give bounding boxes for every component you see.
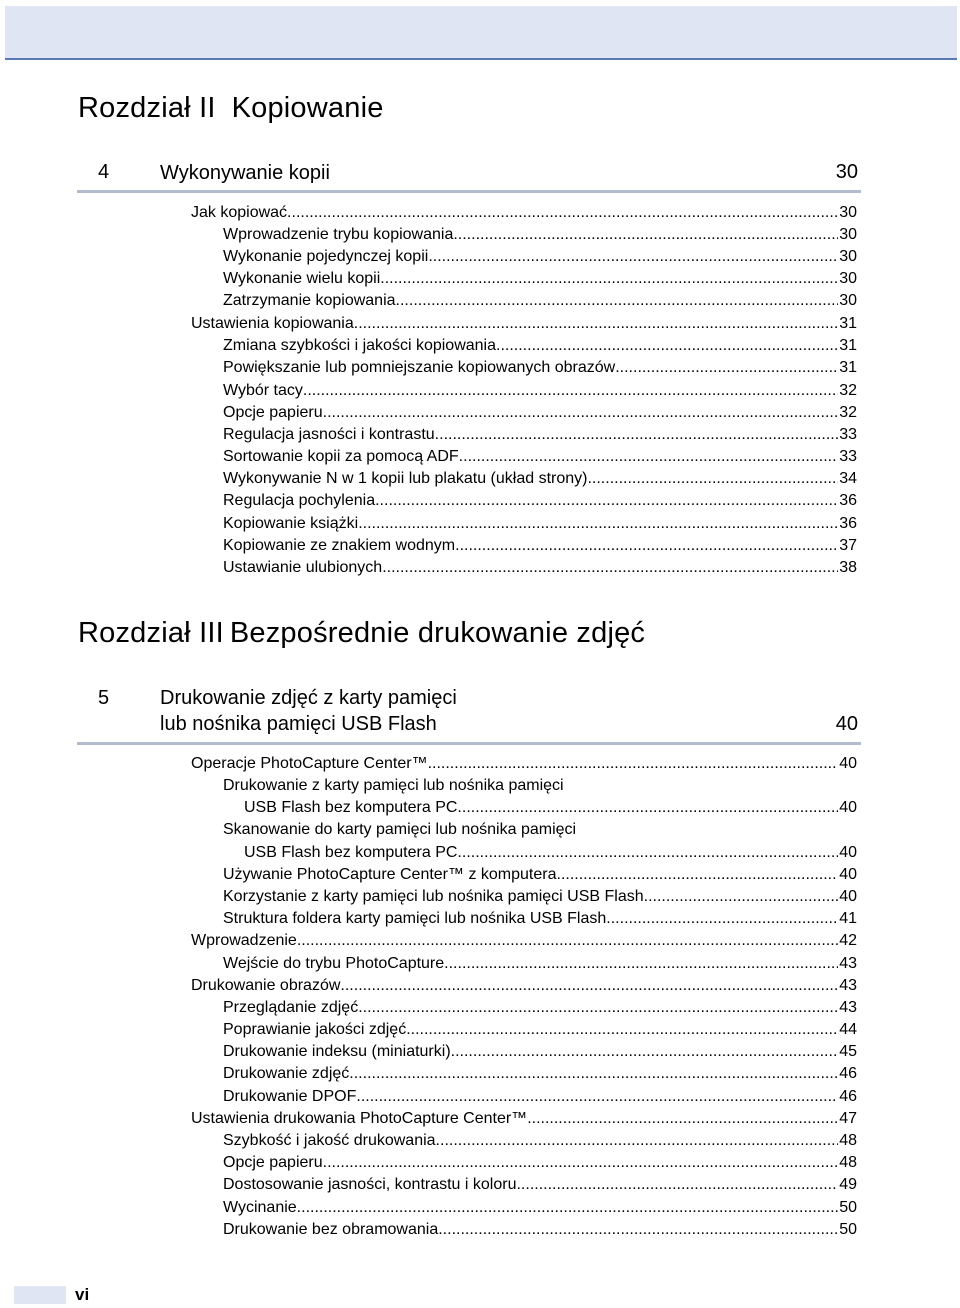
dot-leader bbox=[354, 313, 838, 335]
dot-leader bbox=[459, 446, 839, 468]
entry-title: Drukowanie zdjęć bbox=[223, 1065, 350, 1082]
entry-title: Regulacja pochylenia bbox=[223, 492, 376, 509]
toc-entry-powiekszanie[interactable] bbox=[223, 357, 857, 379]
toc-entry-photocapture-center[interactable] bbox=[191, 753, 857, 775]
entry-title: Zmiana szybkości i jakości kopiowania bbox=[223, 337, 496, 354]
toc-entry-drukowanie-bez-pc[interactable] bbox=[244, 797, 857, 819]
toc-entry-zatrzymanie[interactable] bbox=[223, 290, 857, 312]
dot-leader bbox=[375, 490, 838, 512]
dot-leader bbox=[496, 335, 838, 357]
entry-page: 30 bbox=[839, 292, 857, 309]
part-label: Rozdział II bbox=[78, 92, 216, 124]
part-title-drukowanie-zdjec bbox=[78, 617, 645, 650]
entry-title: USB Flash bez komputera PC bbox=[244, 799, 458, 816]
toc-entry-photocapture-z-komputera[interactable] bbox=[223, 864, 857, 886]
toc-entry-jak-kopiowac[interactable] bbox=[191, 202, 857, 224]
toc-entry-line: Drukowanie z karty pamięci lub nośnika pamięci bbox=[223, 777, 564, 794]
toc-entry-skanowanie-bez-pc[interactable] bbox=[244, 842, 857, 864]
toc-entry-line: Skanowanie do karty pamięci lub nośnika pamięci bbox=[223, 821, 577, 838]
dot-leader bbox=[455, 535, 838, 557]
toc-entry-opcje-papieru[interactable] bbox=[223, 402, 857, 424]
toc-entry-sortowanie-adf[interactable] bbox=[223, 446, 857, 468]
entry-title: Kopiowanie książki bbox=[223, 515, 359, 532]
toc-entry-drukowanie-obrazow[interactable] bbox=[191, 975, 857, 997]
entry-page: 45 bbox=[839, 1043, 857, 1060]
entry-title: Kopiowanie ze znakiem wodnym bbox=[223, 537, 456, 554]
entry-page: 46 bbox=[839, 1065, 857, 1082]
entry-page: 30 bbox=[839, 204, 857, 221]
dot-leader bbox=[516, 1174, 838, 1196]
dot-leader bbox=[340, 975, 838, 997]
entry-title: Drukowanie indeksu (miniaturki) bbox=[223, 1043, 451, 1060]
entry-title: Korzystanie z karty pamięci lub nośnika pamięci USB Flash bbox=[223, 888, 644, 905]
toc-entry-znak-wodny[interactable] bbox=[223, 535, 857, 557]
entry-title: Wykonywanie N w 1 kopii lub plakatu (układ strony) bbox=[223, 470, 588, 487]
toc-entry-opcje-papieru-druk[interactable] bbox=[223, 1152, 857, 1174]
toc-entry-bez-obramowania[interactable] bbox=[223, 1219, 857, 1241]
footer-band bbox=[14, 1286, 66, 1304]
toc-entry-ustawienia-drukowania[interactable] bbox=[191, 1108, 857, 1130]
entry-title: Sortowanie kopii za pomocą ADF bbox=[223, 448, 459, 465]
entry-page: 32 bbox=[839, 404, 857, 421]
page-number: vi bbox=[75, 1285, 90, 1304]
part-name: Kopiowanie bbox=[231, 92, 384, 124]
entry-page: 41 bbox=[839, 910, 857, 927]
chapter-title-line: lub nośnika pamięci USB Flash bbox=[160, 713, 437, 735]
entry-page: 48 bbox=[839, 1154, 857, 1171]
entry-page: 30 bbox=[839, 226, 857, 243]
entry-page: 36 bbox=[839, 492, 857, 509]
chapter-heading-5[interactable] bbox=[77, 685, 861, 745]
entry-page: 46 bbox=[839, 1088, 857, 1105]
chapter-title-line: Wykonywanie kopii bbox=[160, 162, 330, 184]
toc-entry-wycinanie[interactable] bbox=[223, 1197, 857, 1219]
toc-entry-wiele-kopii[interactable] bbox=[223, 268, 857, 290]
dot-leader bbox=[297, 1197, 839, 1219]
dot-leader bbox=[527, 1108, 838, 1130]
entry-title: USB Flash bez komputera PC bbox=[244, 844, 458, 861]
entry-title: Ustawienia kopiowania bbox=[191, 315, 354, 332]
dot-leader bbox=[323, 402, 839, 424]
entry-page: 40 bbox=[839, 799, 857, 816]
toc-entry-dostosowanie-koloru[interactable] bbox=[223, 1174, 857, 1196]
toc-entry-szybkosc-jakosc[interactable] bbox=[223, 335, 857, 357]
toc-entry-wprowadzenie-trybu[interactable] bbox=[223, 224, 857, 246]
entry-page: 30 bbox=[839, 248, 857, 265]
entry-page: 47 bbox=[839, 1110, 857, 1127]
entry-title: Operacje PhotoCapture Center™ bbox=[191, 755, 428, 772]
dot-leader bbox=[436, 1130, 839, 1152]
dot-leader bbox=[428, 753, 839, 775]
toc-entry-dpof[interactable] bbox=[223, 1086, 857, 1108]
toc-entry-jasnosc-kontrast[interactable] bbox=[223, 424, 857, 446]
entry-title: Wykonanie pojedynczej kopii bbox=[223, 248, 429, 265]
entry-page: 31 bbox=[839, 337, 857, 354]
entry-page: 34 bbox=[839, 470, 857, 487]
dot-leader bbox=[435, 424, 839, 446]
entry-page: 48 bbox=[839, 1132, 857, 1149]
dot-leader bbox=[451, 1041, 839, 1063]
part-label: Rozdział III bbox=[78, 617, 224, 649]
entry-title: Wejście do trybu PhotoCapture bbox=[223, 955, 445, 972]
entry-page: 40 bbox=[839, 755, 857, 772]
dot-leader bbox=[587, 468, 838, 490]
entry-title: Wprowadzenie bbox=[191, 932, 297, 949]
entry-page: 30 bbox=[839, 270, 857, 287]
toc-entry-drukowanie-zdjec[interactable] bbox=[223, 1063, 857, 1085]
dot-leader bbox=[382, 557, 838, 579]
dot-leader bbox=[457, 797, 838, 819]
toc-entry-wybor-tacy[interactable] bbox=[223, 380, 857, 402]
dot-leader bbox=[557, 864, 839, 886]
dot-leader bbox=[457, 842, 838, 864]
dot-leader bbox=[356, 1086, 838, 1108]
entry-title: Wprowadzenie trybu kopiowania bbox=[223, 226, 454, 243]
dot-leader bbox=[428, 246, 838, 268]
chapter-number: 5 bbox=[98, 687, 110, 709]
toc-entry-ustawienia-kopiowania[interactable] bbox=[191, 313, 857, 335]
dot-leader bbox=[358, 997, 838, 1019]
entry-title: Ustawienia drukowania PhotoCapture Center™ bbox=[191, 1110, 528, 1127]
entry-page: 50 bbox=[839, 1221, 857, 1238]
entry-page: 49 bbox=[839, 1176, 857, 1193]
entry-title: Jak kopiować bbox=[191, 204, 288, 221]
toc-entry-ulubione[interactable] bbox=[223, 557, 857, 579]
dot-leader bbox=[453, 224, 838, 246]
entry-title: Używanie PhotoCapture Center™ z komputera bbox=[223, 866, 557, 883]
dot-leader bbox=[349, 1063, 838, 1085]
entry-title: Powiększanie lub pomniejszanie kopiowanych obrazów bbox=[223, 359, 616, 376]
entry-title: Dostosowanie jasności, kontrastu i koloru bbox=[223, 1176, 517, 1193]
entry-page: 33 bbox=[839, 448, 857, 465]
entry-title: Drukowanie bez obramowania bbox=[223, 1221, 439, 1238]
entry-title: Struktura foldera karty pamięci lub nośnika USB Flash bbox=[223, 910, 607, 927]
entry-title: Regulacja jasności i kontrastu bbox=[223, 426, 435, 443]
entry-page: 43 bbox=[839, 955, 857, 972]
chapter-page: 40 bbox=[835, 713, 858, 735]
dot-leader bbox=[396, 290, 839, 312]
chapter-title bbox=[160, 685, 457, 737]
dot-leader bbox=[380, 268, 838, 290]
toc-entry-pojedyncza-kopia[interactable] bbox=[223, 246, 857, 268]
entry-page: 40 bbox=[839, 866, 857, 883]
dot-leader bbox=[406, 1019, 838, 1041]
entry-page: 42 bbox=[839, 932, 857, 949]
chapter-page: 30 bbox=[835, 161, 858, 183]
toc-entry-n-w-1[interactable] bbox=[223, 468, 857, 490]
toc-entry-przegladanie[interactable] bbox=[223, 997, 857, 1019]
entry-title: Zatrzymanie kopiowania bbox=[223, 292, 396, 309]
dot-leader bbox=[438, 1219, 838, 1241]
entry-page: 43 bbox=[839, 977, 857, 994]
entry-title: Poprawianie jakości zdjęć bbox=[223, 1021, 407, 1038]
chapter-title bbox=[160, 160, 330, 186]
entry-page: 33 bbox=[839, 426, 857, 443]
toc-entry-struktura-foldera[interactable] bbox=[223, 908, 857, 930]
entry-title: Wybór tacy bbox=[223, 382, 303, 399]
entry-title: Wycinanie bbox=[223, 1199, 297, 1216]
entry-page: 31 bbox=[839, 359, 857, 376]
dot-leader bbox=[615, 357, 838, 379]
chapter-title-line: Drukowanie zdjęć z karty pamięci bbox=[160, 687, 457, 709]
toc-entry-indeks[interactable] bbox=[223, 1041, 857, 1063]
entry-page: 38 bbox=[839, 559, 857, 576]
toc-entry-ksiazka[interactable] bbox=[223, 513, 857, 535]
entry-title: Opcje papieru bbox=[223, 1154, 323, 1171]
entry-title: Wykonanie wielu kopii bbox=[223, 270, 381, 287]
dot-leader bbox=[303, 380, 838, 402]
entry-page: 40 bbox=[839, 888, 857, 905]
entry-title: Przeglądanie zdjęć bbox=[223, 999, 359, 1016]
chapter-heading-4[interactable] bbox=[77, 160, 861, 193]
entry-page: 50 bbox=[839, 1199, 857, 1216]
toc-entry-wejscie-photocapture[interactable] bbox=[223, 953, 857, 975]
header-band bbox=[5, 6, 957, 60]
entry-title: Drukowanie DPOF bbox=[223, 1088, 357, 1105]
entry-title: Opcje papieru bbox=[223, 404, 323, 421]
part-name: Bezpośrednie drukowanie zdjęć bbox=[229, 617, 646, 649]
chapter-number: 4 bbox=[98, 161, 110, 183]
entry-title: Szybkość i jakość drukowania bbox=[223, 1132, 436, 1149]
toc-entry-wprowadzenie[interactable] bbox=[191, 930, 857, 952]
entry-page: 31 bbox=[839, 315, 857, 332]
entry-page: 36 bbox=[839, 515, 857, 532]
dot-leader bbox=[644, 886, 839, 908]
entry-title: Drukowanie obrazów bbox=[191, 977, 341, 994]
dot-leader bbox=[444, 953, 838, 975]
dot-leader bbox=[323, 1152, 839, 1174]
dot-leader bbox=[358, 513, 838, 535]
entry-page: 40 bbox=[839, 844, 857, 861]
entry-page: 32 bbox=[839, 382, 857, 399]
toc-entry-poprawianie[interactable] bbox=[223, 1019, 857, 1041]
entry-title: Ustawianie ulubionych bbox=[223, 559, 383, 576]
toc-entry-szybkosc-drukowania[interactable] bbox=[223, 1130, 857, 1152]
toc-entry-pochylenie[interactable] bbox=[223, 490, 857, 512]
part-title-kopiowanie bbox=[78, 92, 384, 125]
entry-page: 44 bbox=[839, 1021, 857, 1038]
dot-leader bbox=[287, 202, 838, 224]
entry-page: 37 bbox=[839, 537, 857, 554]
dot-leader bbox=[606, 908, 838, 930]
entry-page: 43 bbox=[839, 999, 857, 1016]
dot-leader bbox=[297, 930, 838, 952]
toc-entry-korzystanie-usb[interactable] bbox=[223, 886, 857, 908]
